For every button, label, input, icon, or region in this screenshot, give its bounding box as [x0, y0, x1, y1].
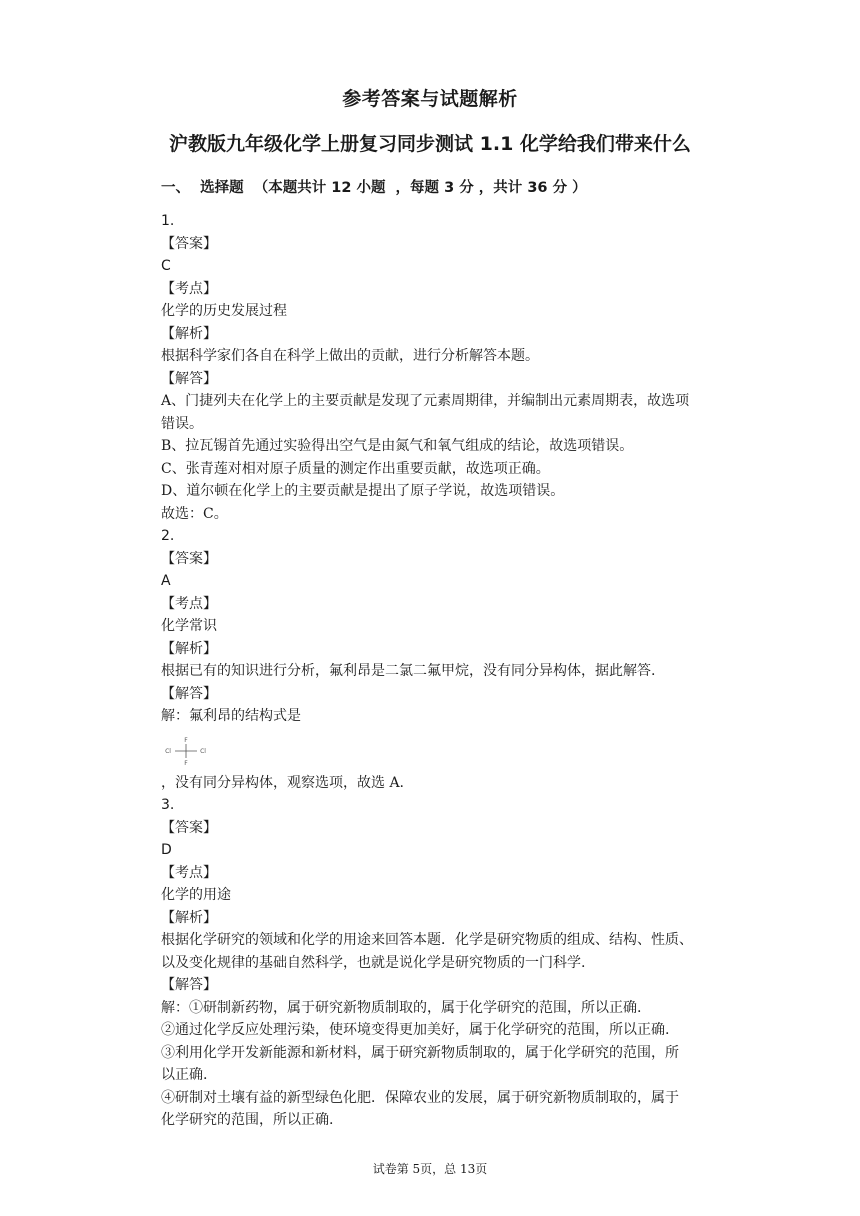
question-2	[161, 525, 739, 794]
solution-line: 以正确.	[161, 1067, 208, 1083]
solution-tag: 【解答】	[161, 370, 217, 387]
analysis-text: 根据科学家们各自在科学上做出的贡献，进行分析解答本题。	[161, 348, 539, 364]
document-subtitle: 沪教版九年级化学上册复习同步测试 1.1 化学给我们带来什么	[169, 133, 691, 155]
solution-line: 解：①研制新药物，属于研究新物质制取的，属于化学研究的范围，所以正确.	[161, 999, 642, 1016]
question-3	[161, 794, 739, 1132]
analysis-text: 根据已有的知识进行分析，氟利昂是二氯二氟甲烷，没有同分异构体，据此解答.	[161, 663, 656, 679]
page-footer: 试卷第 5页，总 13页	[372, 1162, 488, 1176]
atom-top: F	[184, 736, 188, 744]
atom-right: Cl	[200, 747, 206, 755]
solution-line: B、拉瓦锡首先通过实验得出空气是由氮气和氧气组成的结论，故选项错误。	[161, 438, 634, 454]
solution-line: 错误。	[161, 415, 203, 432]
analysis-text: 根据化学研究的领域和化学的用途来回答本题．化学是研究物质的组成、结构、性质、	[161, 932, 693, 948]
analysis-text: 以及变化规律的基础自然科学，也就是说化学是研究物质的一门科学.	[161, 954, 586, 971]
analysis-tag: 【解析】	[161, 325, 217, 342]
analysis-tag: 【解析】	[161, 909, 217, 926]
solution-line: 化学研究的范围，所以正确.	[161, 1112, 334, 1128]
answer-tag: 【答案】	[161, 550, 217, 567]
question-number: 3.	[161, 797, 175, 813]
question-number: 1.	[161, 213, 175, 229]
topic-text: 化学的用途	[161, 887, 231, 903]
atom-left: Cl	[165, 747, 171, 755]
question-1	[161, 210, 739, 525]
solution-line: ，没有同分异构体，观察选项，故选 A.	[161, 774, 405, 791]
solution-line: ②通过化学反应处理污染，使环境变得更加美好，属于化学研究的范围，所以正确.	[161, 1022, 670, 1038]
topic-tag: 【考点】	[161, 595, 217, 612]
topic-tag: 【考点】	[161, 280, 217, 297]
atom-bottom: F	[184, 759, 188, 767]
solution-line: D、道尔顿在化学上的主要贡献是提出了原子学说，故选项错误。	[161, 483, 565, 499]
topic-text: 化学的历史发展过程	[161, 303, 287, 319]
solution-intro: 解：氟利昂的结构式是	[161, 708, 301, 724]
answer-tag: 【答案】	[161, 235, 217, 252]
topic-tag: 【考点】	[161, 864, 217, 881]
structural-formula	[161, 728, 739, 772]
section-heading: 一、 选择题 （本题共计 12 小题 ，每题 3 分 ，共计 36 分 ）	[161, 180, 587, 196]
solution-tag: 【解答】	[161, 685, 217, 702]
topic-text: 化学常识	[161, 618, 217, 634]
answer-value: D	[161, 842, 172, 858]
solution-line: ③利用化学开发新能源和新材料，属于研究新物质制取的，属于化学研究的范围，所	[161, 1044, 679, 1061]
question-number: 2.	[161, 528, 175, 544]
solution-line: ④研制对土壤有益的新型绿色化肥．保障农业的发展，属于研究新物质制取的，属于	[161, 1089, 679, 1106]
answer-value: C	[161, 258, 171, 274]
solution-line: 故选：C。	[161, 505, 228, 522]
questions-content	[161, 210, 739, 1132]
document-title: 参考答案与试题解析	[342, 88, 518, 110]
answer-tag: 【答案】	[161, 819, 217, 836]
solution-tag: 【解答】	[161, 977, 217, 993]
structural-formula-image	[161, 734, 211, 768]
solution-line: C、张青莲对相对原子质量的测定作出重要贡献，故选项正确。	[161, 460, 550, 477]
answer-value: A	[161, 573, 171, 589]
analysis-tag: 【解析】	[161, 640, 217, 657]
solution-line: A、门捷列夫在化学上的主要贡献是发现了元素周期律，并编制出元素周期表，故选项	[161, 393, 690, 409]
